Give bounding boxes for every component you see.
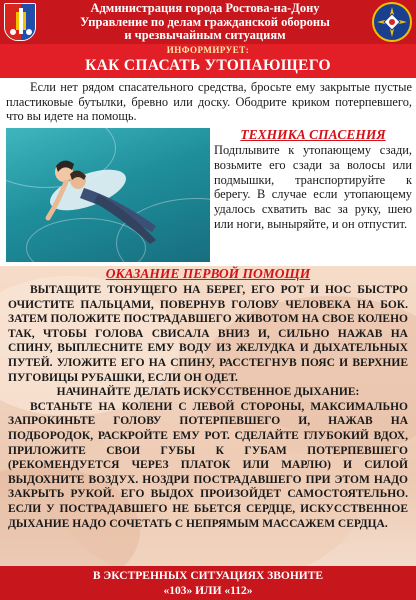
first-aid-text xyxy=(8,283,408,531)
intro-text: Если нет рядом спасательного средства, бросьте ему закрытые пустые пластиковые бутылки, бревно или доску. Ободрите криком потерпевшего, что вы идете на помощь. xyxy=(6,80,412,123)
first-aid-paragraph-1: ВЫТАЩИТЕ ТОНУЩЕГО НА БЕРЕГ, ЕГО РОТ И НОС БЫСТРО ОЧИСТИТЕ ПАЛЬЦАМИ, ПОВЕРНУВ ГОЛОВУ ЧЕЛОВЕКА НА БОК. ЗАТЕМ ПОЛОЖИТЕ ПОСТРАДАВШЕГО ЖИВОТОМ НА СВОЕ КОЛЕНО ТАК, ЧТОБЫ ГОЛОВА СВИСАЛА ВНИЗ И, СИЛЬНО НАЖАВ НА СПИНУ, ВЫПЛЕСНИТЕ ЕМУ ВОДУ ИЗ ЖЕЛУДКА И ДЫХАТЕЛЬНЫХ ПУТЕЙ. УЛОЖИТЕ ЕГО НА СПИНУ, РАССТЕГНУВ ПОЯС И ВЕРХНИЕ ПУГОВИЦЫ РУБАШКИ, ЕСЛИ ОН ОДЕТ. xyxy=(8,284,408,384)
footer-line-1: В ЭКСТРЕННЫХ СИТУАЦИЯХ ЗВОНИТЕ xyxy=(92,570,324,582)
first-aid-title: ОКАЗАНИЕ ПЕРВОЙ ПОМОЩИ xyxy=(105,266,311,281)
header-line-3: и чрезвычайным ситуациям xyxy=(124,28,286,42)
header-line-1: Администрация города Ростова-на-Дону xyxy=(90,1,320,15)
civil-defense-emblem-icon xyxy=(372,2,412,42)
city-coat-of-arms-icon xyxy=(4,3,36,41)
technique-title: ТЕХНИКА СПАСЕНИЯ xyxy=(240,127,386,142)
first-aid-paragraph-2: ВСТАНЬТЕ НА КОЛЕНИ С ЛЕВОЙ СТОРОНЫ, МАКСИМАЛЬНО ЗАПРОКИНЬТЕ ГОЛОВУ ПОТЕРПЕВШЕГО И, НАЖАВ НА ПОДБОРОДОК, РАСКРОЙТЕ ЕМУ РОТ. СДЕЛАЙТЕ ГЛУБОКИЙ ВДОХ, ПРИЛОЖИТЕ СВОИ ГУБЫ К ГУБАМ ПОТЕРПЕВШЕГО (РЕКОМЕНДУЕТСЯ ЧЕРЕЗ ПЛАТОК ИЛИ МАРЛЮ) И СИЛОЙ ВЫДОХНИТЕ ВОЗДУХ. НОЗДРИ ПОСТРАДАВШЕГО ПРИ ЭТОМ НАДО ЗАКРЫТЬ РУКОЙ. ЕГО ВЫДОХ ПРОИЗОЙДЕТ САМОСТОЯТЕЛЬНО. ЕСЛИ У ПОСТРАДАВШЕГО НЕ БЬЕТСЯ СЕРДЦЕ, ИСКУССТВЕННОЕ ДЫХАНИЕ НАДО СОЧЕТАТЬ С НЕПРЯМЫМ МАССАЖЕМ СЕРДЦА. xyxy=(8,400,408,530)
header-line-2: Управление по делам гражданской обороны xyxy=(80,14,330,29)
page-title: КАК СПАСАТЬ УТОПАЮЩЕГО xyxy=(85,57,331,74)
technique-text: Подплывите к утопающему сзади, возьмите его сзади за волосы или подмышки, транспортируйте к берегу. В случае если утопающему удалось схватить вас за руку, шею или ноги, выныряйте, и он отпустит. xyxy=(214,143,412,231)
title-band xyxy=(0,44,416,78)
breathing-start-label: НАЧИНАЙТЕ ДЕЛАТЬ ИСКУССТВЕННОЕ ДЫХАНИЕ: xyxy=(56,386,360,399)
emergency-footer xyxy=(0,566,416,600)
header xyxy=(0,0,416,44)
header-text xyxy=(42,2,368,43)
rescue-photo xyxy=(6,128,210,262)
informs-label: ИНФОРМИРУЕТ: xyxy=(166,45,250,55)
emergency-numbers: «103» ИЛИ «112» xyxy=(163,584,253,597)
